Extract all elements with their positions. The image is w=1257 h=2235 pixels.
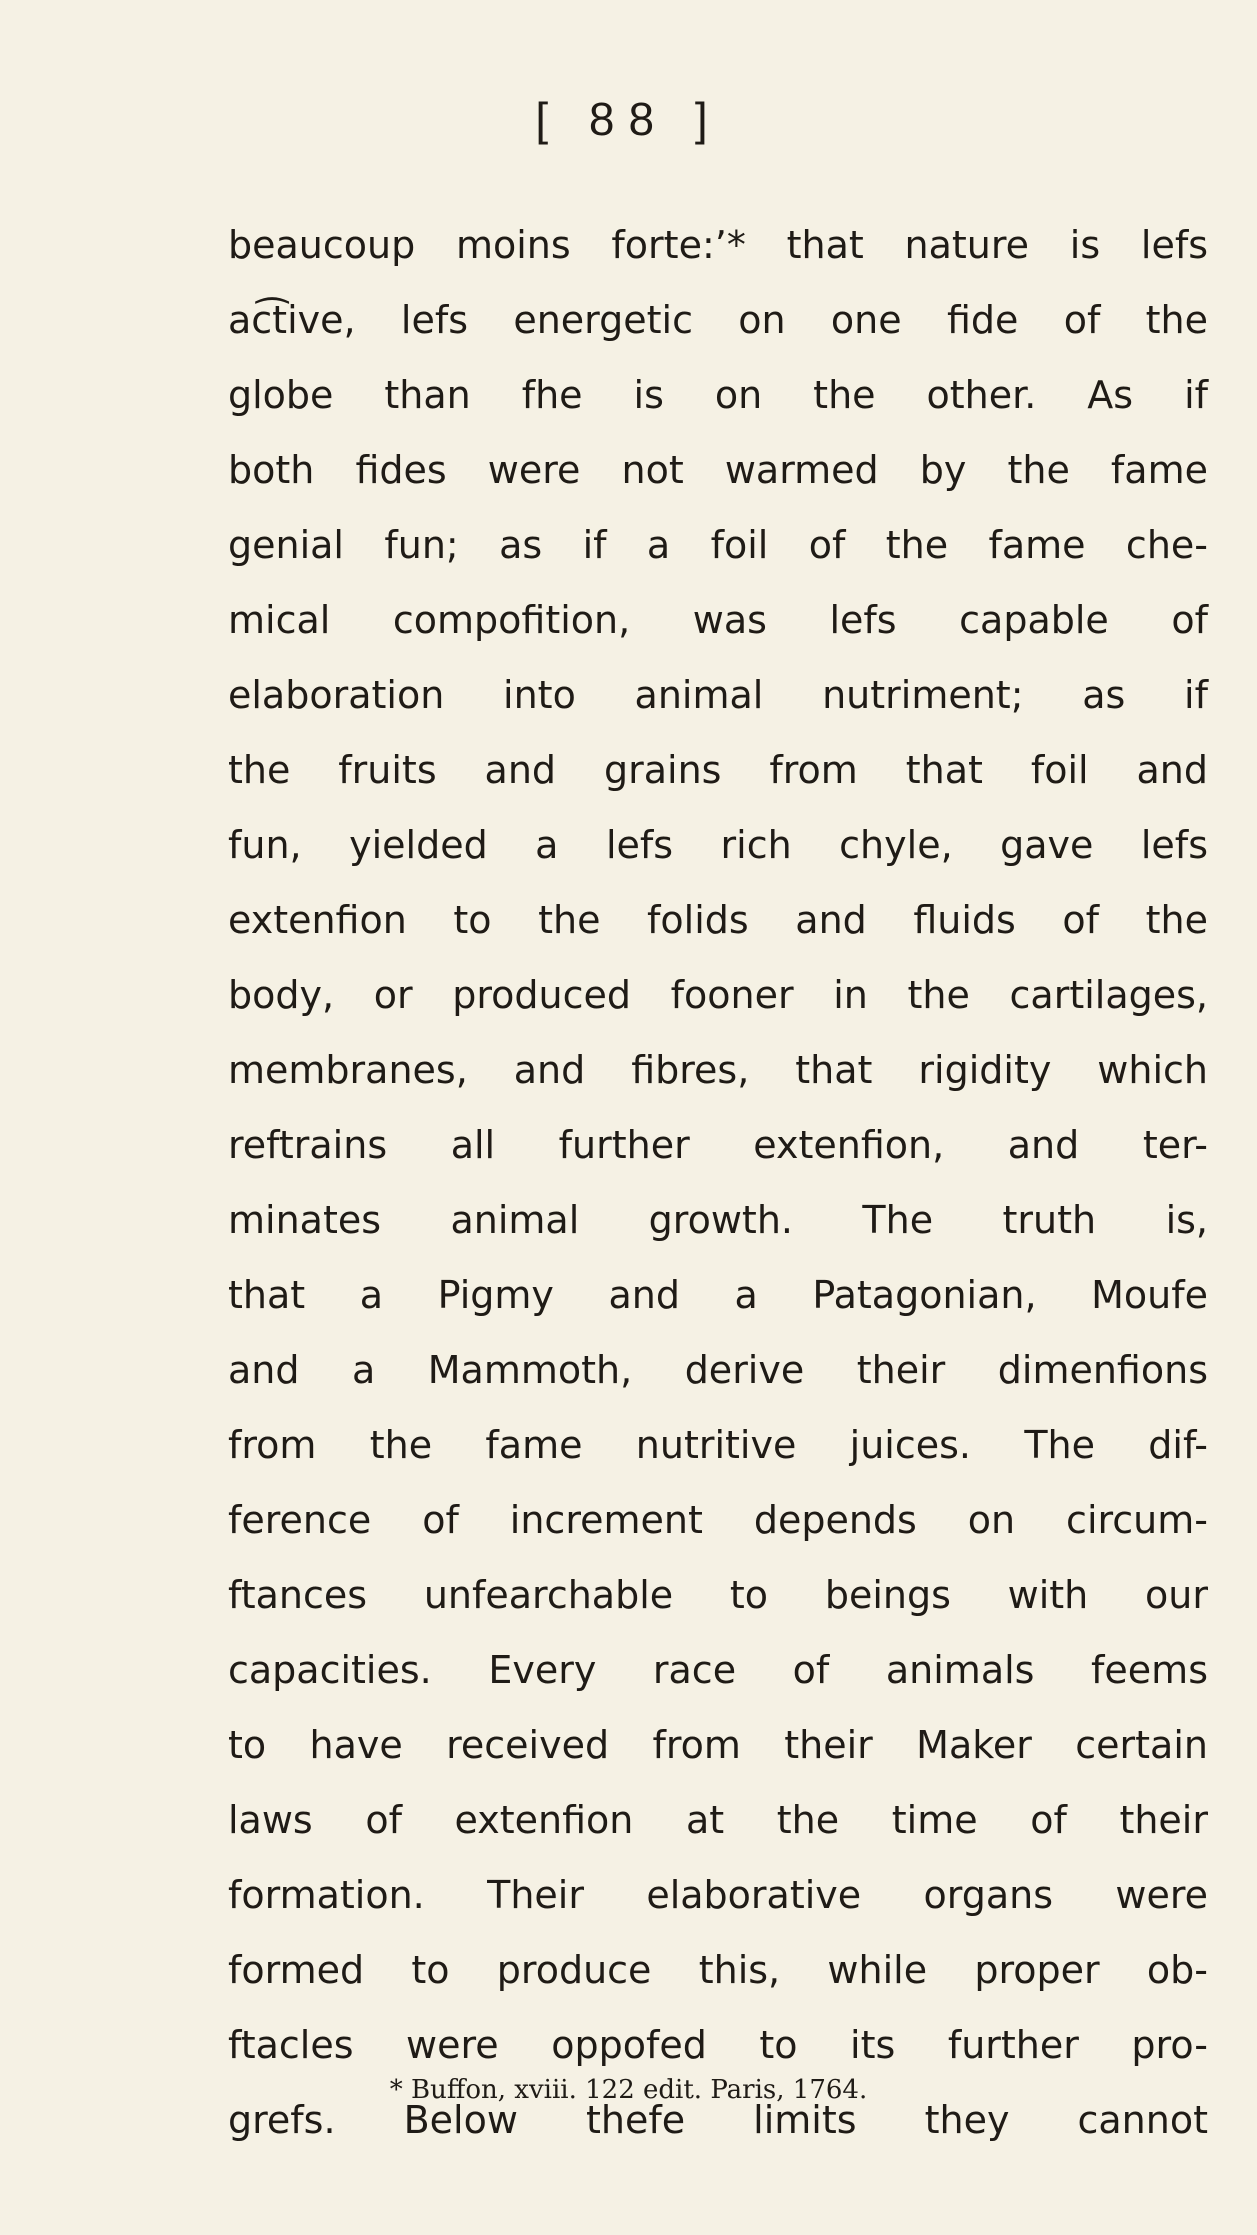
text-line: beaucoup moins forte:’* that nature is lefs bbox=[228, 223, 1208, 267]
text-line: membranes, and fibres, that rigidity which bbox=[228, 1048, 1208, 1092]
text-line: fun, yielded a lefs rich chyle, gave lefs bbox=[228, 823, 1208, 867]
text-line: elaboration into animal nutriment; as if bbox=[228, 673, 1208, 717]
text-line: both fides were not warmed by the fame bbox=[228, 448, 1208, 492]
text-line: the fruits and grains from that foil and bbox=[228, 748, 1208, 792]
text-line: ac͡tive, lefs energetic on one fide of the bbox=[228, 298, 1208, 342]
body-text bbox=[228, 208, 1208, 2158]
text-line: ftances unfearchable to beings with our bbox=[228, 1573, 1208, 1617]
text-line: ftacles were oppofed to its further pro- bbox=[228, 2023, 1208, 2067]
text-line: body, or produced fooner in the cartilages, bbox=[228, 973, 1208, 1017]
text-line: globe than fhe is on the other. As if bbox=[228, 373, 1208, 417]
text-line: reftrains all further extenfion, and ter- bbox=[228, 1123, 1208, 1167]
text-line: laws of extenfion at the time of their bbox=[228, 1798, 1208, 1842]
text-line: formation. Their elaborative organs were bbox=[228, 1873, 1208, 1917]
text-line: and a Mammoth, derive their dimenfions bbox=[228, 1348, 1208, 1392]
page-number: [ 88 ] bbox=[535, 93, 722, 145]
text-line: minates animal growth. The truth is, bbox=[228, 1198, 1208, 1242]
text-line: capacities. Every race of animals feems bbox=[228, 1648, 1208, 1692]
text-line: extenfion to the folids and fluids of the bbox=[228, 898, 1208, 942]
text-line: that a Pigmy and a Patagonian, Moufe bbox=[228, 1273, 1208, 1317]
footnote: * Buffon, xviii. 122 edit. Paris, 1764. bbox=[389, 2075, 868, 2105]
text-line: formed to produce this, while proper ob- bbox=[228, 1948, 1208, 1992]
text-line: from the fame nutritive juices. The dif- bbox=[228, 1423, 1208, 1467]
text-line: genial fun; as if a foil of the fame che- bbox=[228, 523, 1208, 567]
text-line: ference of increment depends on circum- bbox=[228, 1498, 1208, 1542]
text-line: grefs. Below thefe limits they cannot bbox=[228, 2098, 1208, 2142]
text-line: to have received from their Maker certain bbox=[228, 1723, 1208, 1767]
text-line: mical compofition, was lefs capable of bbox=[228, 598, 1208, 642]
